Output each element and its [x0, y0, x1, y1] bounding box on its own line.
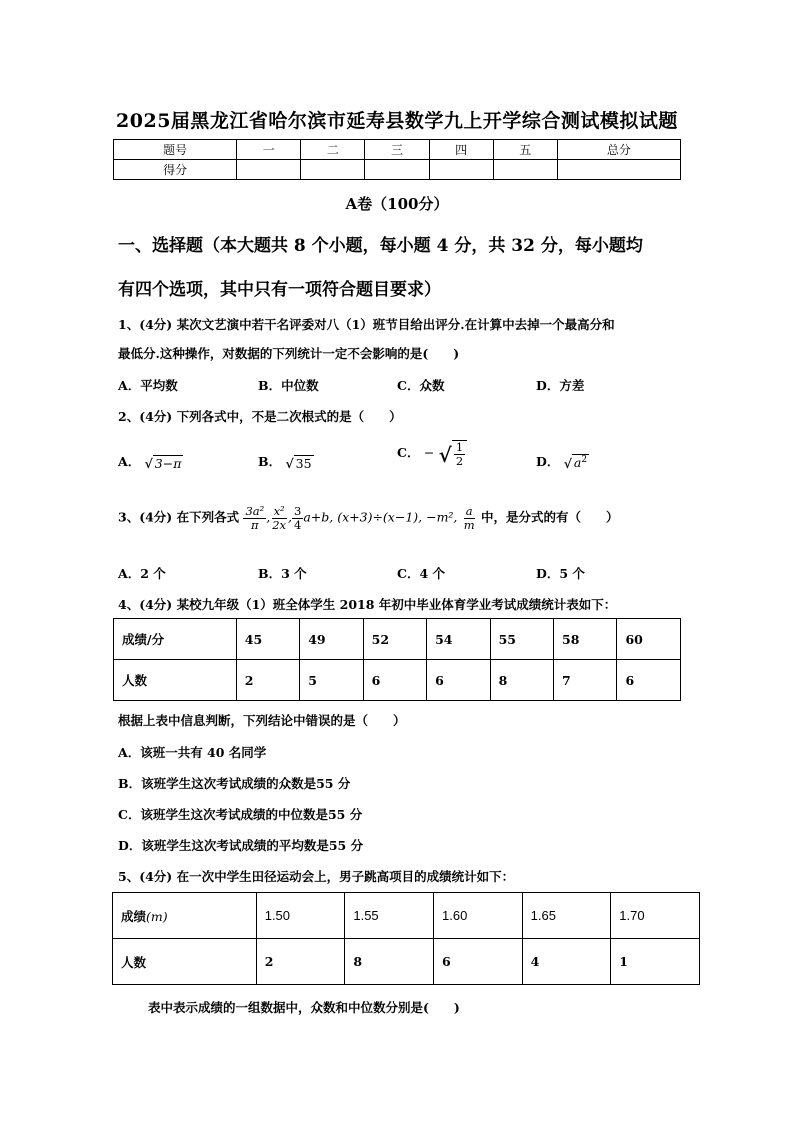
- q1-stem-line2: 最低分.这种操作，对数据的下列统计一定不会影响的是( ): [118, 346, 460, 361]
- option-label: B．: [258, 454, 282, 469]
- q3-fraction-1: $\frac{\text{3a²}}{\pi}$: [245, 504, 265, 532]
- q2-d-exponent: 2: [581, 455, 588, 466]
- table-cell: 人数: [113, 939, 257, 985]
- q2-option-b: [258, 452, 314, 471]
- score-blank-cell: [301, 160, 365, 180]
- table-cell: 1.65: [522, 893, 611, 939]
- q2-c-fraction: $\frac{1}{2}$: [455, 440, 464, 468]
- table-cell: 成绩(m): [113, 893, 257, 939]
- radical-sign-icon: √: [144, 455, 153, 471]
- table-cell: 1.60: [434, 893, 523, 939]
- q1-option-d: D．方差: [536, 378, 585, 393]
- q1-option-b: B．中位数: [258, 378, 319, 393]
- table-cell: 49: [300, 619, 363, 660]
- section-a-title: A卷（100分）: [345, 195, 449, 213]
- exam-title: 2025届黑龙江省哈尔滨市延寿县数学九上开学综合测试模拟试题: [116, 110, 678, 132]
- q5-prompt: 表中表示成绩的一组数据中，众数和中位数分别是( ): [148, 1000, 460, 1015]
- q2-option-c: [397, 440, 467, 467]
- q3-fraction-3: $\frac{3}{4}$: [294, 504, 302, 532]
- table-cell: 4: [522, 939, 611, 985]
- table-cell: 1.55: [345, 893, 434, 939]
- table-cell: 2: [256, 939, 345, 985]
- q2-d-radicand: a: [573, 455, 582, 471]
- table-cell: 1.70: [611, 893, 700, 939]
- table-cell: 45: [236, 619, 299, 660]
- table-cell: 1.50: [256, 893, 345, 939]
- score-cell: 一: [237, 140, 301, 160]
- score-cell: 四: [429, 140, 493, 160]
- q1-stem-line1: 1、(4分) 某次文艺演中若干名评委对八（1）班节目给出评分.在计算中去掉一个最高分和: [118, 317, 615, 332]
- q2-option-a: [118, 452, 183, 471]
- table-cell: 52: [363, 619, 426, 660]
- radical-sign-icon: √: [438, 443, 452, 468]
- q3-middle-expressions: a+b, (x+3)÷(x−1), −m²,: [303, 509, 458, 525]
- q2-c-sign: −: [423, 445, 435, 461]
- option-label: A．: [118, 454, 141, 469]
- score-cell: 得分: [114, 160, 237, 180]
- q4-option-a: A．该班一共有 40 名同学: [118, 745, 267, 760]
- q2-d-sqrt: [564, 454, 589, 470]
- q3-prefix: 3、(4分) 在下列各式: [118, 509, 240, 525]
- q4-table-count-row: [114, 660, 681, 701]
- q3-stem: 3、(4分) 在下列各式 $\frac{\text{3a²}}{\pi}$ , $\frac{\text{x²}}{2x}$ , $\frac{3}{4}$ a+b, (x+3)÷(x−1), −m², $\frac{a}{m}$ 中，是分式的有（ ）: [118, 504, 619, 532]
- q5-table-header-row: [113, 893, 700, 939]
- score-blank-cell: [237, 160, 301, 180]
- q3-option-c: C．4 个: [397, 566, 445, 581]
- option-label: C．: [397, 445, 420, 461]
- score-cell: 三: [365, 140, 429, 160]
- radical-sign-icon: √: [285, 455, 294, 471]
- q4-table-header-row: [114, 619, 681, 660]
- q5-score-table: [112, 892, 700, 985]
- q3-option-d: D．5 个: [536, 566, 585, 581]
- q1-option-a: A．平均数: [118, 378, 178, 393]
- q3-suffix: 中，是分式的有（ ）: [481, 509, 619, 525]
- table-cell: 58: [554, 619, 617, 660]
- table-cell: 6: [427, 660, 490, 701]
- score-blank-cell: [429, 160, 493, 180]
- radical-sign-icon: √: [563, 455, 572, 471]
- table-cell: 1: [611, 939, 700, 985]
- q3-fraction-2: $\frac{\text{x²}}{2x}$: [272, 504, 287, 532]
- score-cell: 二: [301, 140, 365, 160]
- score-table: [113, 139, 681, 180]
- q1-option-c: C．众数: [397, 378, 445, 393]
- score-blank-cell: [365, 160, 429, 180]
- unit-label: (m): [146, 908, 168, 924]
- score-blank-cell: [493, 160, 557, 180]
- score-table-score-row: [114, 160, 681, 180]
- section1-heading-line2: 有四个选项，其中只有一项符合题目要求）: [118, 280, 441, 300]
- q4-prompt: 根据上表中信息判断，下列结论中错误的是（ ）: [118, 713, 406, 728]
- table-cell: 6: [617, 660, 681, 701]
- q2-b-radicand: 35: [295, 455, 312, 471]
- q5-table-count-row: [113, 939, 700, 985]
- table-cell: 2: [236, 660, 299, 701]
- option-label: D．: [536, 454, 560, 469]
- section1-heading-line1: 一、选择题（本大题共 8 个小题，每小题 4 分，共 32 分，每小题均: [118, 236, 643, 256]
- q2-a-radicand: 3−π: [154, 455, 182, 471]
- score-cell: 总分: [557, 140, 680, 160]
- q3-fraction-4: $\frac{a}{m}$: [463, 504, 475, 532]
- table-cell: 7: [554, 660, 617, 701]
- table-cell: 成绩/分: [114, 619, 237, 660]
- table-cell: 8: [345, 939, 434, 985]
- table-cell: 60: [617, 619, 681, 660]
- score-table-header-row: [114, 140, 681, 160]
- q2-b-sqrt: [285, 455, 313, 471]
- q3-option-b: B．3 个: [258, 566, 307, 581]
- table-cell: 55: [490, 619, 553, 660]
- score-blank-cell: [557, 160, 680, 180]
- q2-option-d: [536, 452, 589, 471]
- table-cell: 6: [434, 939, 523, 985]
- q2-c-sqrt: [439, 440, 467, 467]
- q4-stem: 4、(4分) 某校九年级（1）班全体学生 2018 年初中毕业体育学业考试成绩统计表如下：: [118, 597, 617, 612]
- q4-option-c: C．该班学生这次考试成绩的中位数是55 分: [118, 807, 363, 822]
- q4-option-d: D．该班学生这次考试成绩的平均数是55 分: [118, 838, 364, 853]
- q2-stem: 2、(4分) 下列各式中，不是二次根式的是（ ）: [118, 409, 402, 424]
- score-cell: 五: [493, 140, 557, 160]
- q3-option-a: A．2 个: [118, 566, 166, 581]
- q4-option-b: B．该班学生这次考试成绩的众数是55 分: [118, 776, 351, 791]
- table-cell: 5: [300, 660, 363, 701]
- q4-score-table: [113, 618, 681, 701]
- table-cell: 人数: [114, 660, 237, 701]
- table-cell: 6: [363, 660, 426, 701]
- table-cell: 54: [427, 619, 490, 660]
- q5-stem: 5、(4分) 在一次中学生田径运动会上，男子跳高项目的成绩统计如下：: [118, 869, 515, 884]
- q2-a-sqrt: [145, 455, 184, 471]
- score-cell: 题号: [114, 140, 237, 160]
- table-cell: 8: [490, 660, 553, 701]
